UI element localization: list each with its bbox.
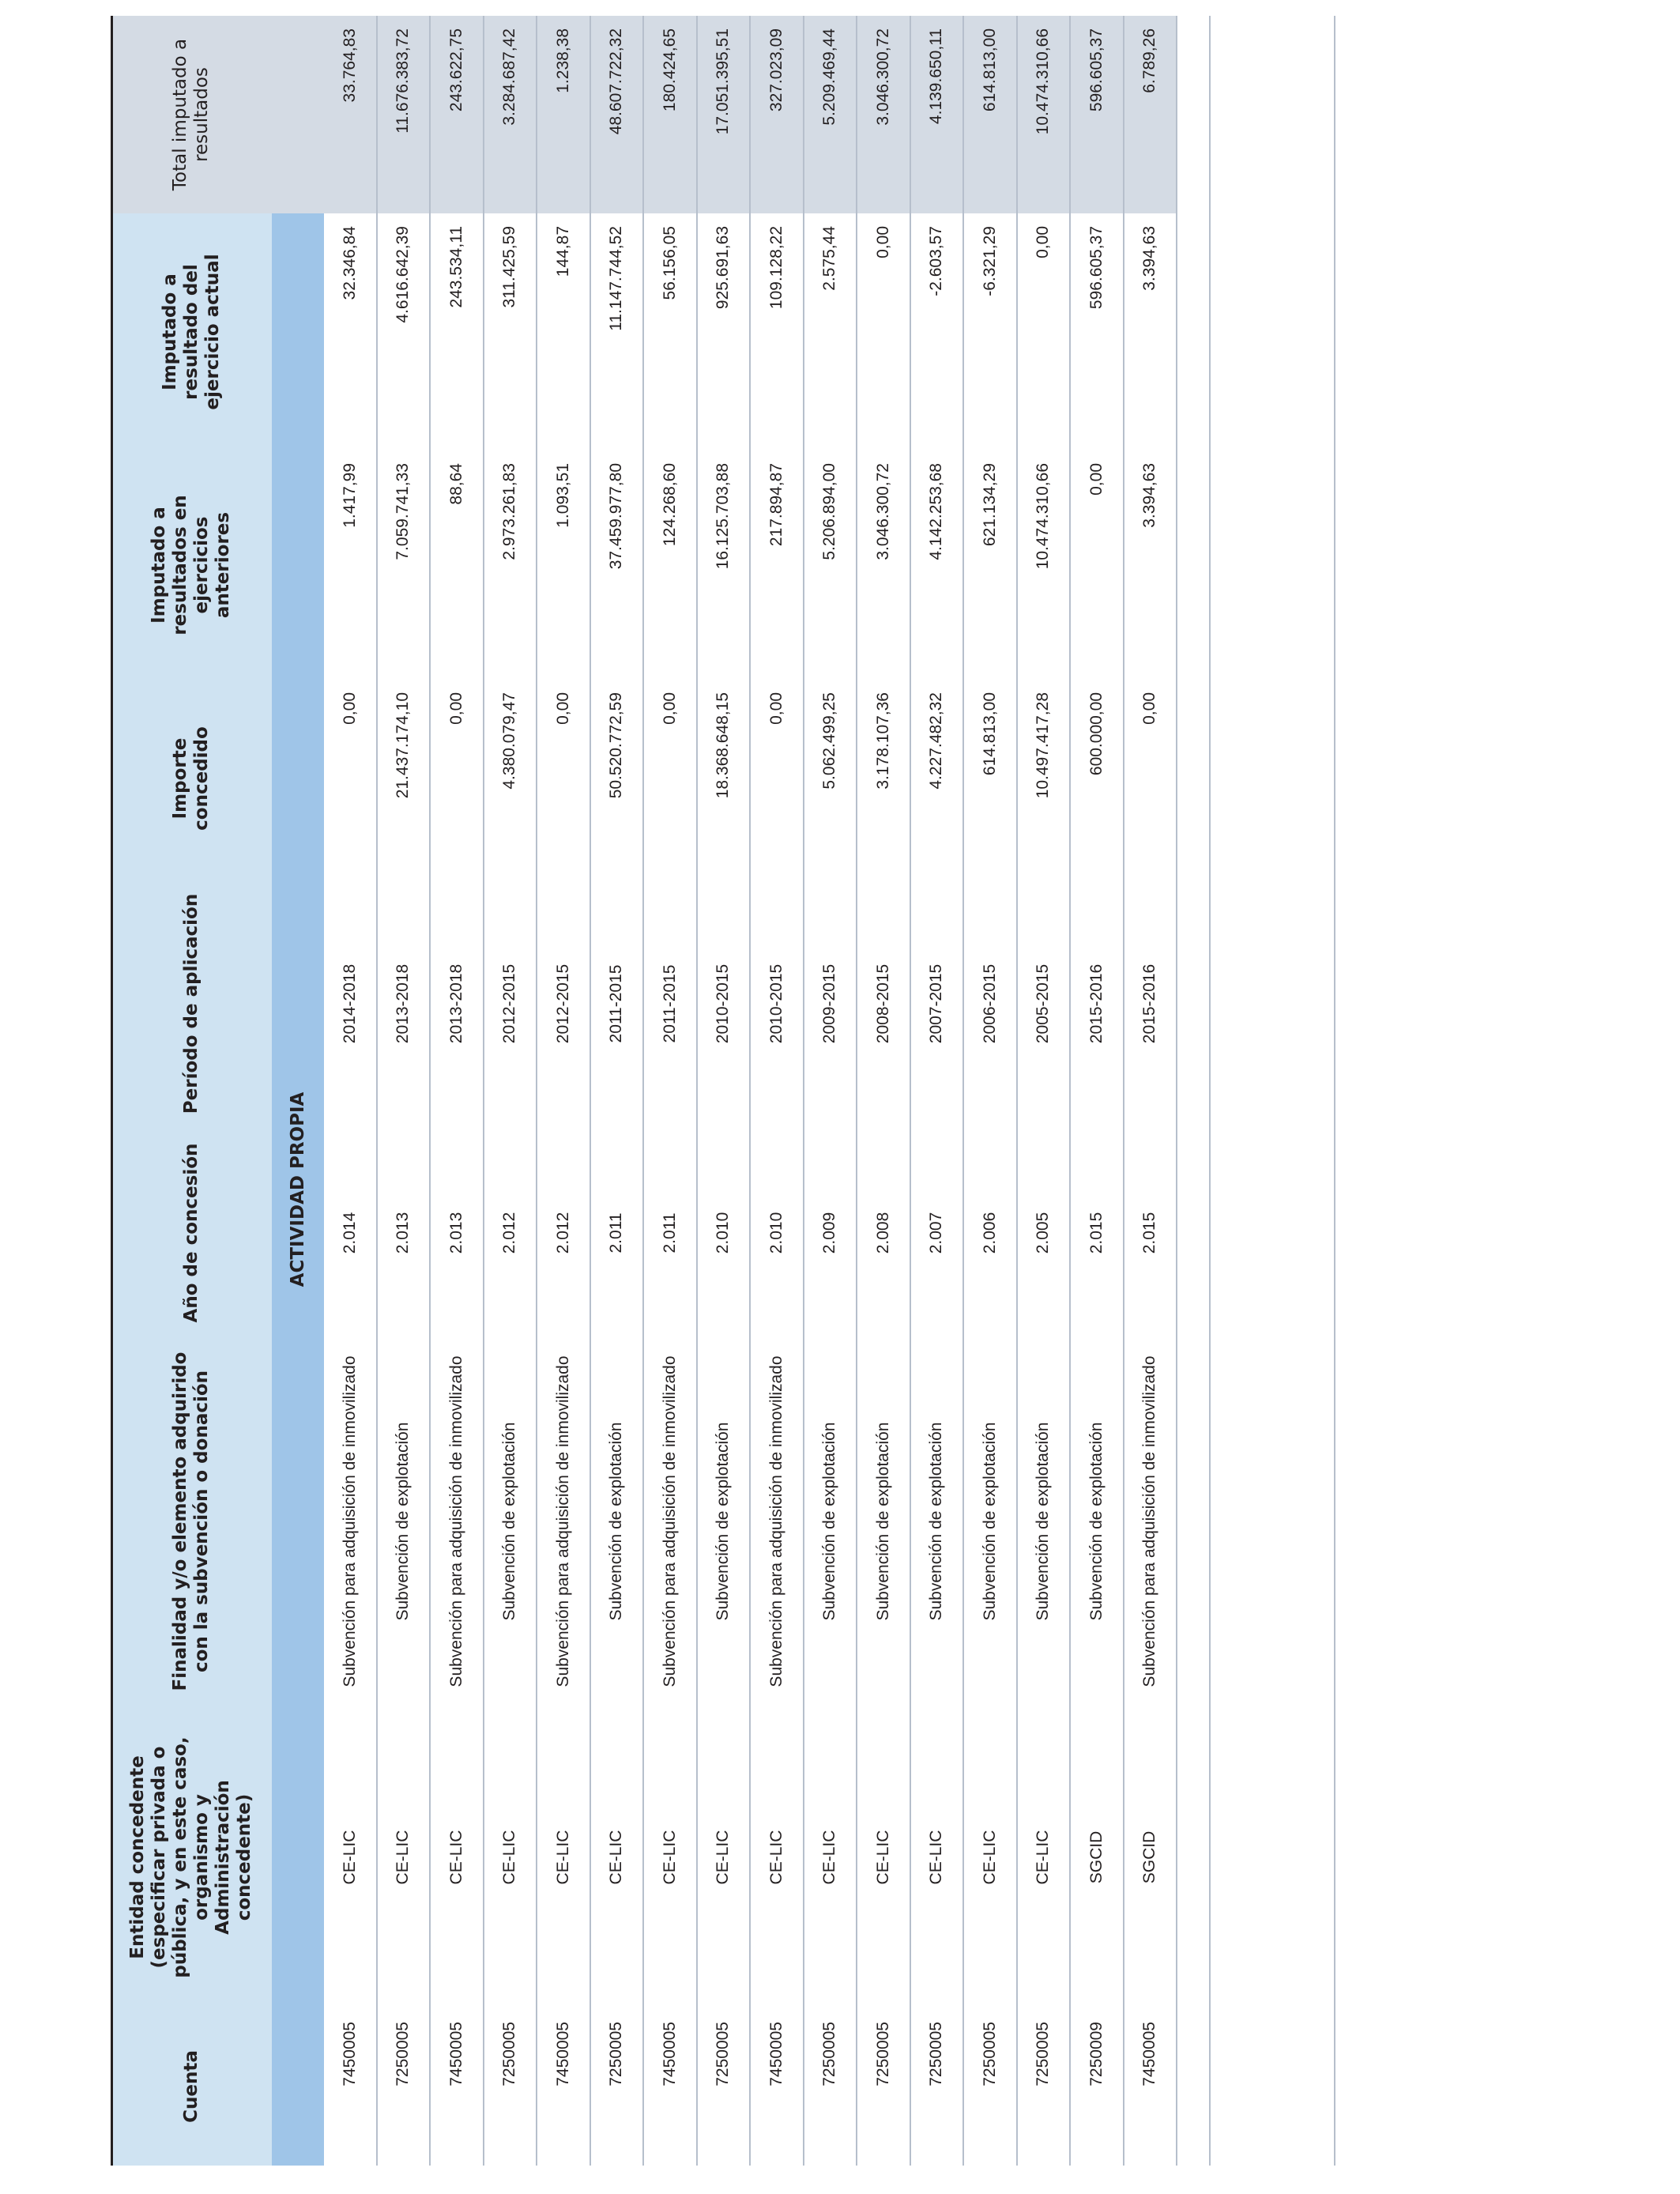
cell-importe: 0,00	[643, 680, 697, 877]
cell-entidad: CE-LIC	[750, 1707, 804, 2007]
cell-total: 1.238,38	[537, 16, 590, 213]
table-row	[750, 16, 804, 2166]
cell-importe: 10.497.417,28	[1017, 680, 1071, 877]
header-importe: Importe concedido	[111, 680, 272, 877]
cell-finalidad: Subvención para adquisición de inmovilizado	[643, 1336, 697, 1707]
header-finalidad: Finalidad y/o elemento adquirido con la subvención o donación	[111, 1336, 272, 1707]
cell-finalidad: Subvención de explotación	[1070, 1336, 1124, 1707]
cell-anio: 2.015	[1070, 1130, 1124, 1336]
cell-importe: 600.000,00	[1070, 680, 1124, 877]
cell-actual: 4.616.642,39	[377, 213, 431, 450]
cell-cuenta: 7250005	[857, 2007, 910, 2166]
cell-anteriores: 88,64	[430, 450, 484, 680]
cell-anio: 2.006	[963, 1130, 1017, 1336]
cell-entidad: CE-LIC	[804, 1707, 857, 2007]
cell-importe: 50.520.772,59	[590, 680, 644, 877]
cell-anteriores: 0,00	[1070, 450, 1124, 680]
cell-cuenta: 7250009	[1070, 2007, 1124, 2166]
empty-cell	[1177, 16, 1210, 213]
table-bottom-rule	[1334, 16, 1335, 2166]
cell-total: 10.474.310,66	[1017, 16, 1071, 213]
cell-finalidad: Subvención de explotación	[377, 1336, 431, 1707]
cell-importe: 18.368.648,15	[697, 680, 751, 877]
cell-total: 4.139.650,11	[910, 16, 964, 213]
cell-periodo: 2006-2015	[963, 877, 1017, 1130]
cell-anio: 2.014	[324, 1130, 377, 1336]
table-row	[643, 16, 697, 2166]
cell-importe: 5.062.499,25	[804, 680, 857, 877]
cell-importe: 614.813,00	[963, 680, 1017, 877]
cell-entidad: CE-LIC	[697, 1707, 751, 2007]
empty-cell	[1177, 450, 1210, 680]
table-row	[430, 16, 484, 2166]
section-label: ACTIVIDAD PROPIA	[272, 213, 324, 2166]
cell-cuenta: 7250005	[910, 2007, 964, 2166]
cell-finalidad: Subvención de explotación	[1017, 1336, 1071, 1707]
header-actual: Imputado a resultado del ejercicio actual	[111, 213, 272, 450]
cell-importe: 0,00	[324, 680, 377, 877]
cell-periodo: 2013-2018	[430, 877, 484, 1130]
empty-cell	[1177, 1130, 1210, 1336]
cell-finalidad: Subvención de explotación	[697, 1336, 751, 1707]
cell-actual: 311.425,59	[484, 213, 537, 450]
cell-anteriores: 10.474.310,66	[1017, 450, 1071, 680]
cell-anteriores: 7.059.741,33	[377, 450, 431, 680]
cell-actual: 0,00	[1017, 213, 1071, 450]
cell-anteriores: 1.417,99	[324, 450, 377, 680]
cell-periodo: 2008-2015	[857, 877, 910, 1130]
cell-cuenta: 7250005	[1017, 2007, 1071, 2166]
cell-periodo: 2009-2015	[804, 877, 857, 1130]
cell-periodo: 2012-2015	[537, 877, 590, 1130]
cell-entidad: CE-LIC	[537, 1707, 590, 2007]
cell-periodo: 2013-2018	[377, 877, 431, 1130]
header-entidad: Entidad concedente (especificar privada o pública, y en este caso, organismo y Administración concedente)	[111, 1707, 272, 2007]
cell-periodo: 2010-2015	[697, 877, 751, 1130]
table-row	[697, 16, 751, 2166]
cell-periodo: 2005-2015	[1017, 877, 1071, 1130]
cell-total: 33.764,83	[324, 16, 377, 213]
cell-finalidad: Subvención de explotación	[963, 1336, 1017, 1707]
cell-importe: 0,00	[750, 680, 804, 877]
cell-periodo: 2007-2015	[910, 877, 964, 1130]
cell-total: 3.284.687,42	[484, 16, 537, 213]
cell-actual: 3.394,63	[1124, 213, 1177, 450]
empty-cell	[1177, 1707, 1210, 2007]
cell-actual: 32.346,84	[324, 213, 377, 450]
table-row	[537, 16, 590, 2166]
cell-anteriores: 1.093,51	[537, 450, 590, 680]
cell-cuenta: 7450005	[430, 2007, 484, 2166]
cell-importe: 21.437.174,10	[377, 680, 431, 877]
cell-anio: 2.007	[910, 1130, 964, 1336]
cell-entidad: CE-LIC	[324, 1707, 377, 2007]
cell-finalidad: Subvención para adquisición de inmovilizado	[430, 1336, 484, 1707]
cell-cuenta: 7450005	[1124, 2007, 1177, 2166]
cell-anteriores: 37.459.977,80	[590, 450, 644, 680]
cell-actual: 144,87	[537, 213, 590, 450]
cell-anteriores: 5.206.894,00	[804, 450, 857, 680]
cell-entidad: CE-LIC	[430, 1707, 484, 2007]
empty-cell	[1177, 877, 1210, 1130]
cell-total: 5.209.469,44	[804, 16, 857, 213]
cell-anteriores: 3.394,63	[1124, 450, 1177, 680]
cell-total: 327.023,09	[750, 16, 804, 213]
cell-periodo: 2015-2016	[1070, 877, 1124, 1130]
cell-cuenta: 7250005	[377, 2007, 431, 2166]
cell-total: 243.622,75	[430, 16, 484, 213]
table-row	[910, 16, 964, 2166]
section-row	[272, 16, 324, 2166]
cell-importe: 0,00	[537, 680, 590, 877]
cell-anio: 2.012	[484, 1130, 537, 1336]
cell-importe: 4.227.482,32	[910, 680, 964, 877]
cell-cuenta: 7250005	[590, 2007, 644, 2166]
table-top-rule	[111, 16, 113, 2166]
table-row	[1017, 16, 1071, 2166]
cell-finalidad: Subvención de explotación	[590, 1336, 644, 1707]
cell-cuenta: 7450005	[537, 2007, 590, 2166]
table-row	[377, 16, 431, 2166]
cell-cuenta: 7250005	[484, 2007, 537, 2166]
cell-periodo: 2012-2015	[484, 877, 537, 1130]
cell-total: 6.789,26	[1124, 16, 1177, 213]
cell-anio: 2.015	[1124, 1130, 1177, 1336]
empty-cell	[1177, 213, 1210, 450]
subvenciones-table	[111, 16, 1211, 2166]
cell-entidad: CE-LIC	[590, 1707, 644, 2007]
cell-finalidad: Subvención de explotación	[910, 1336, 964, 1707]
cell-actual: 11.147.744,52	[590, 213, 644, 450]
cell-total: 11.676.383,72	[377, 16, 431, 213]
cell-periodo: 2011-2015	[590, 877, 644, 1130]
cell-anio: 2.010	[697, 1130, 751, 1336]
cell-anteriores: 124.268,60	[643, 450, 697, 680]
cell-entidad: CE-LIC	[643, 1707, 697, 2007]
cell-total: 17.051.395,51	[697, 16, 751, 213]
cell-finalidad: Subvención para adquisición de inmovilizado	[324, 1336, 377, 1707]
cell-cuenta: 7450005	[643, 2007, 697, 2166]
cell-anio: 2.013	[377, 1130, 431, 1336]
cell-actual: 596.605,37	[1070, 213, 1124, 450]
cell-entidad: CE-LIC	[484, 1707, 537, 2007]
cell-anio: 2.009	[804, 1130, 857, 1336]
table-row	[1124, 16, 1177, 2166]
cell-entidad: CE-LIC	[910, 1707, 964, 2007]
cell-anteriores: 3.046.300,72	[857, 450, 910, 680]
header-anteriores: Imputado a resultados en ejercicios anteriores	[111, 450, 272, 680]
cell-total: 180.424,65	[643, 16, 697, 213]
cell-actual: 0,00	[857, 213, 910, 450]
cell-anio: 2.008	[857, 1130, 910, 1336]
cell-importe: 3.178.107,36	[857, 680, 910, 877]
cell-anteriores: 2.973.261,83	[484, 450, 537, 680]
cell-anteriores: 16.125.703,88	[697, 450, 751, 680]
empty-cell	[1177, 2007, 1210, 2166]
cell-finalidad: Subvención de explotación	[857, 1336, 910, 1707]
header-total: Total imputado a resultados	[111, 16, 272, 213]
cell-finalidad: Subvención para adquisición de inmovilizado	[537, 1336, 590, 1707]
cell-cuenta: 7450005	[750, 2007, 804, 2166]
cell-actual: 2.575,44	[804, 213, 857, 450]
header-cuenta: Cuenta	[111, 2007, 272, 2166]
cell-total: 596.605,37	[1070, 16, 1124, 213]
cell-importe: 0,00	[1124, 680, 1177, 877]
cell-anio: 2.011	[590, 1130, 644, 1336]
rotated-table-frame	[111, 16, 1335, 2166]
table-row	[804, 16, 857, 2166]
table-body	[272, 16, 1210, 2166]
cell-cuenta: 7250005	[804, 2007, 857, 2166]
table-row	[484, 16, 537, 2166]
empty-row	[1177, 16, 1210, 2166]
cell-entidad: CE-LIC	[857, 1707, 910, 2007]
table-row	[590, 16, 644, 2166]
cell-periodo: 2011-2015	[643, 877, 697, 1130]
cell-anteriores: 621.134,29	[963, 450, 1017, 680]
header-row	[111, 16, 272, 2166]
cell-entidad: CE-LIC	[377, 1707, 431, 2007]
cell-finalidad: Subvención para adquisición de inmovilizado	[1124, 1336, 1177, 1707]
cell-periodo: 2010-2015	[750, 877, 804, 1130]
cell-actual: 925.691,63	[697, 213, 751, 450]
header-periodo: Período de aplicación	[111, 877, 272, 1130]
cell-periodo: 2014-2018	[324, 877, 377, 1130]
cell-total: 48.607.722,32	[590, 16, 644, 213]
cell-anteriores: 217.894,87	[750, 450, 804, 680]
cell-anio: 2.010	[750, 1130, 804, 1336]
cell-actual: -6.321,29	[963, 213, 1017, 450]
cell-entidad: SGCID	[1124, 1707, 1177, 2007]
cell-anio: 2.013	[430, 1130, 484, 1336]
cell-actual: 56.156,05	[643, 213, 697, 450]
cell-cuenta: 7250005	[697, 2007, 751, 2166]
empty-cell	[1177, 680, 1210, 877]
table-row	[1070, 16, 1124, 2166]
table-row	[324, 16, 377, 2166]
cell-importe: 4.380.079,47	[484, 680, 537, 877]
cell-finalidad: Subvención de explotación	[804, 1336, 857, 1707]
cell-anio: 2.011	[643, 1130, 697, 1336]
cell-finalidad: Subvención de explotación	[484, 1336, 537, 1707]
cell-finalidad: Subvención para adquisición de inmovilizado	[750, 1336, 804, 1707]
cell-anio: 2.012	[537, 1130, 590, 1336]
section-total-cell	[272, 16, 324, 213]
cell-anteriores: 4.142.253,68	[910, 450, 964, 680]
cell-entidad: SGCID	[1070, 1707, 1124, 2007]
cell-actual: 109.128,22	[750, 213, 804, 450]
cell-periodo: 2015-2016	[1124, 877, 1177, 1130]
cell-cuenta: 7450005	[324, 2007, 377, 2166]
cell-cuenta: 7250005	[963, 2007, 1017, 2166]
cell-entidad: CE-LIC	[963, 1707, 1017, 2007]
cell-total: 3.046.300,72	[857, 16, 910, 213]
cell-actual: 243.534,11	[430, 213, 484, 450]
empty-cell	[1177, 1336, 1210, 1707]
cell-importe: 0,00	[430, 680, 484, 877]
table-row	[857, 16, 910, 2166]
cell-total: 614.813,00	[963, 16, 1017, 213]
cell-actual: -2.603,57	[910, 213, 964, 450]
cell-entidad: CE-LIC	[1017, 1707, 1071, 2007]
table-row	[963, 16, 1017, 2166]
header-anio: Año de concesión	[111, 1130, 272, 1336]
cell-anio: 2.005	[1017, 1130, 1071, 1336]
